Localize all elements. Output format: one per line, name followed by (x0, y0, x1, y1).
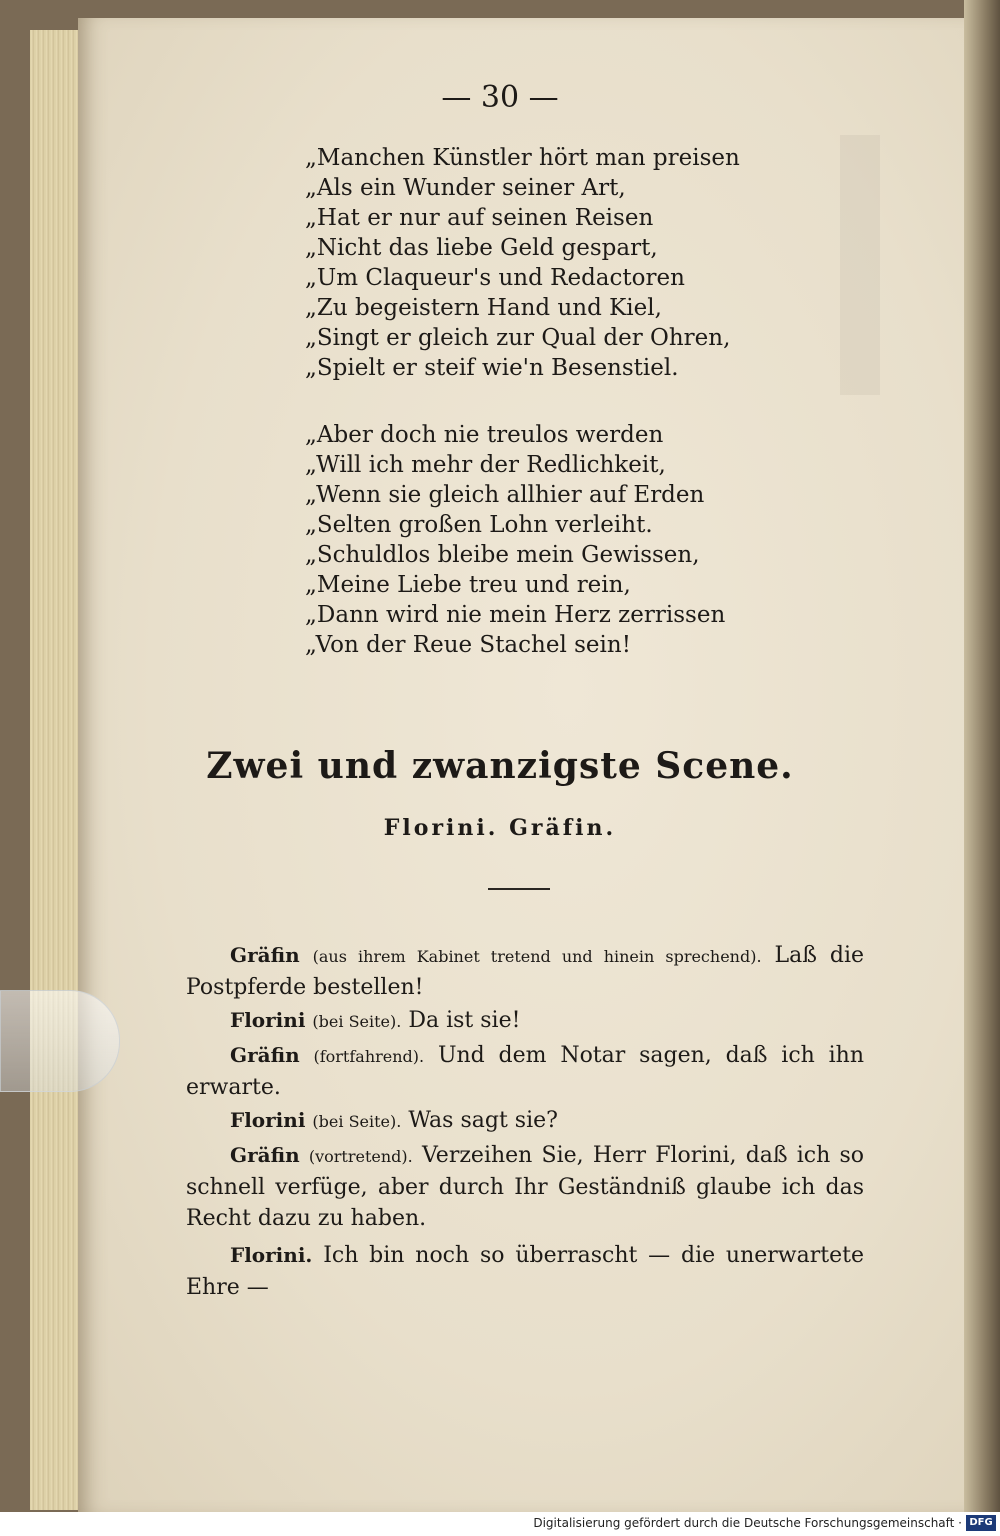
dialogue-entry (186, 1105, 864, 1137)
poem-line: „Dann wird nie mein Herz zerrissen (305, 602, 726, 628)
poem-line: „Singt er gleich zur Qual der Ohren, (305, 325, 731, 351)
poem-line: „Meine Liebe treu und rein, (305, 572, 631, 598)
poem-line: „Nicht das liebe Geld gespart, (305, 235, 658, 261)
dialogue-text: Da ist sie! (408, 1008, 521, 1033)
dialogue-text: Ich bin noch so überrascht — die unerwartete Ehre — (186, 1243, 864, 1300)
poem-stanza-1 (305, 143, 740, 383)
divider-rule (488, 888, 550, 890)
speaker-name: Florini. (230, 1243, 313, 1267)
poem-line: „Will ich mehr der Redlichkeit, (305, 452, 666, 478)
poem-line: „Hat er nur auf seinen Reisen (305, 205, 654, 231)
dialogue-entry (186, 1140, 864, 1234)
poem-line: „Zu begeistern Hand und Kiel, (305, 295, 662, 321)
dfg-logo-icon: DFG (966, 1515, 996, 1531)
poem-line: „Selten großen Lohn verleiht. (305, 512, 653, 538)
dialogue-text: Verzeihen Sie, Herr Florini, daß ich so schnell verfüge, aber durch Ihr Geständniß glaube ich das Recht dazu zu haben. (186, 1143, 865, 1231)
dialogue-entry (186, 1040, 864, 1103)
stage-direction: (aus ihrem Kabinet tretend und hinein sprechend). (312, 947, 762, 966)
dialogue-text: Was sagt sie? (408, 1108, 558, 1133)
dialogue-entry (186, 940, 864, 1003)
poem-line: „Spielt er steif wie'n Besenstiel. (305, 355, 679, 381)
speaker-name: Florini (230, 1008, 306, 1032)
speaker-name: Florini (230, 1108, 306, 1132)
poem-line: „Aber doch nie treulos werden (305, 422, 664, 448)
dialogue-text: Und dem Notar sagen, daß ich ihn erwarte. (186, 1043, 864, 1100)
poem-stanza-2 (305, 420, 725, 660)
stage-direction: (bei Seite). (312, 1012, 402, 1031)
footer-credit: Digitalisierung gefördert durch die Deutsche Forschungsgemeinschaft · (533, 1516, 962, 1530)
speaker-name: Gräfin (230, 1143, 300, 1167)
page-number: — 30 — (441, 80, 559, 115)
poem-line: „Um Claqueur's und Redactoren (305, 265, 685, 291)
speaker-name: Gräfin (230, 943, 300, 967)
poem-line: „Schuldlos bleibe mein Gewissen, (305, 542, 700, 568)
show-through (840, 135, 880, 395)
dialogue-entry (186, 1240, 864, 1303)
digitization-footer (0, 1512, 1000, 1536)
poem-line: „Manchen Künstler hört man preisen (305, 145, 740, 171)
stage-direction: (vortretend). (308, 1147, 413, 1166)
scene-heading: Zwei und zwanzigste Scene. (206, 745, 794, 787)
characters-line: Florini. Gräfin. (383, 815, 617, 841)
plastic-tab-marker (0, 990, 120, 1092)
poem-line: „Wenn sie gleich allhier auf Erden (305, 482, 705, 508)
poem-line: „Von der Reue Stachel sein! (305, 632, 631, 658)
stage-direction: (bei Seite). (312, 1112, 402, 1131)
stage-direction: (fortfahrend). (313, 1047, 425, 1066)
poem-line: „Als ein Wunder seiner Art, (305, 175, 626, 201)
speaker-name: Gräfin (230, 1043, 300, 1067)
dialogue-text: Laß die Postpferde bestellen! (186, 943, 865, 1000)
dialogue-entry (186, 1005, 864, 1037)
